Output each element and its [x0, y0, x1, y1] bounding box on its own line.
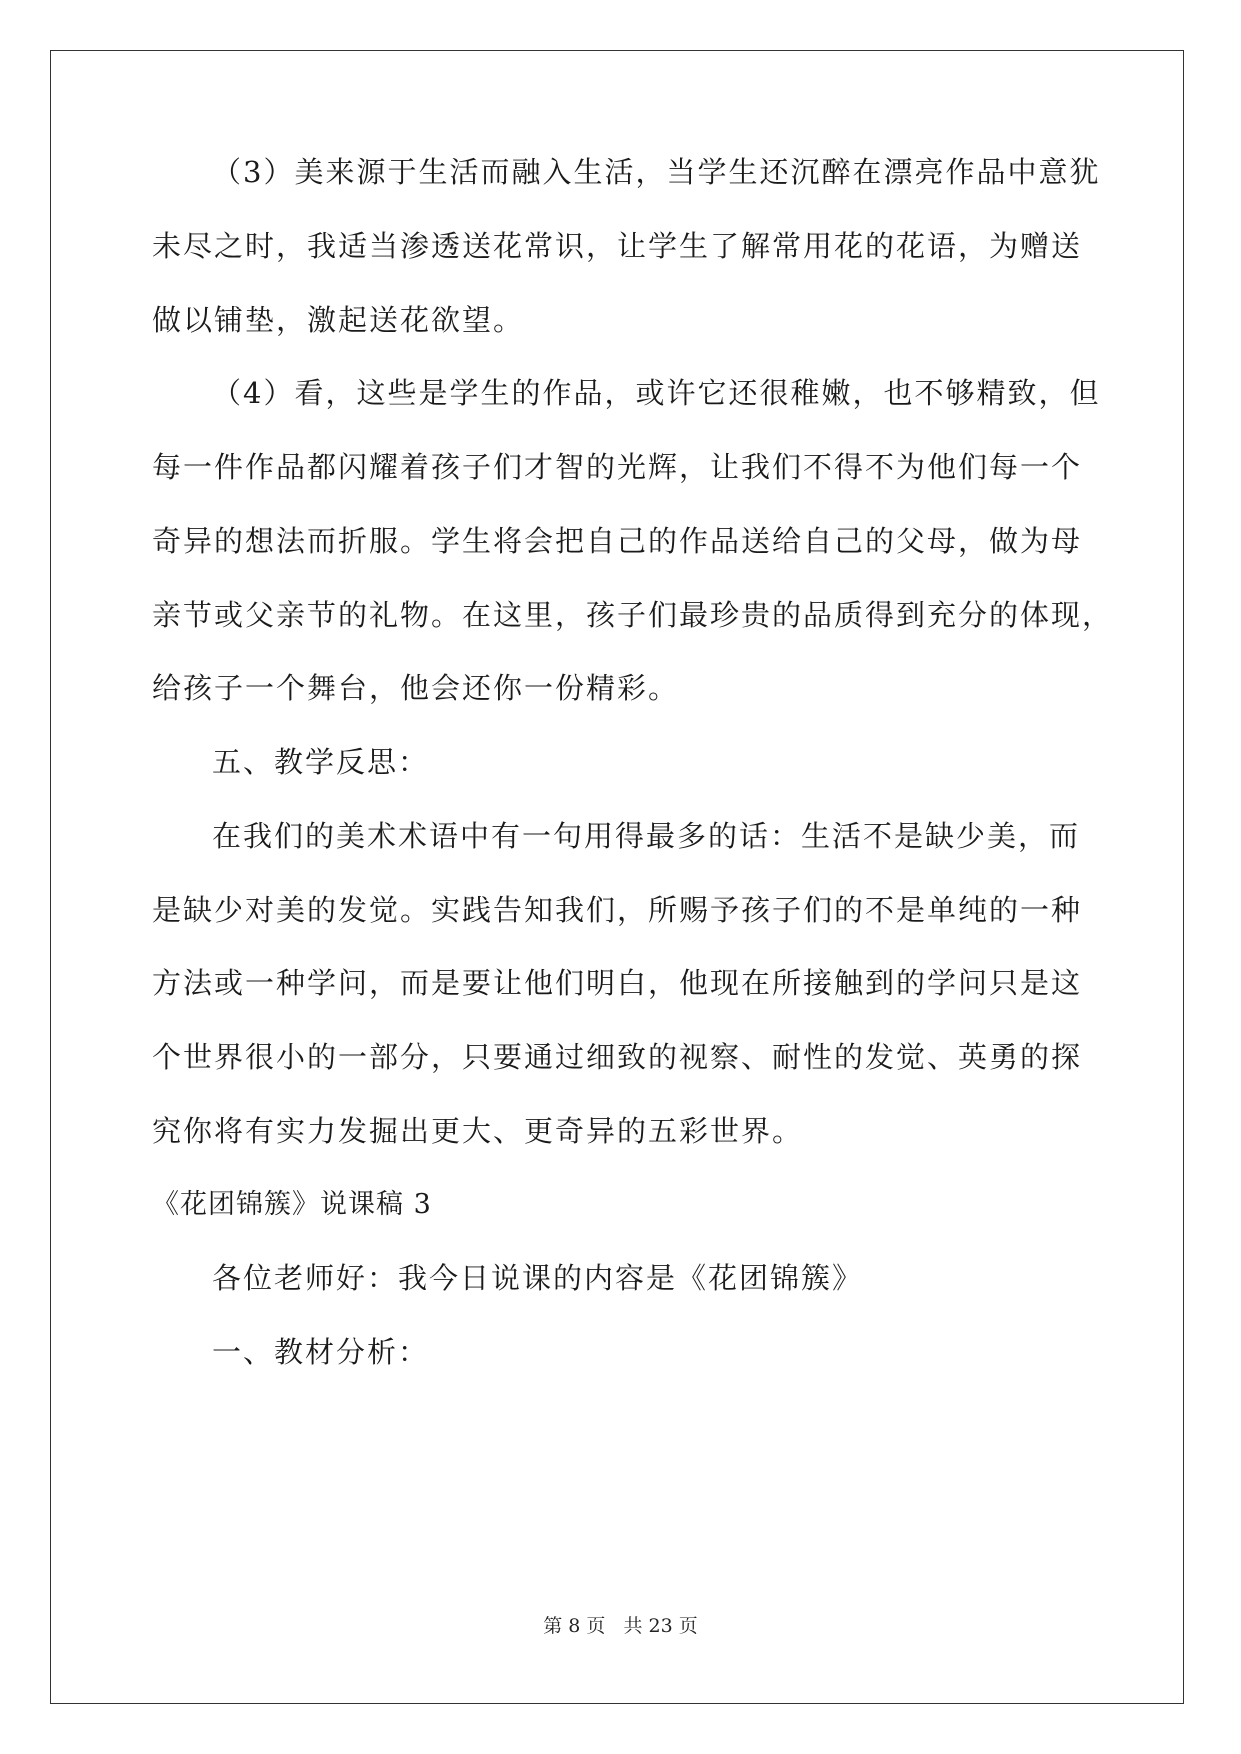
- paragraph-line: 做以铺垫，激起送花欲望。: [152, 303, 525, 337]
- paragraph-line: 在我们的美术术语中有一句用得最多的话：生活不是缺少美，而: [212, 819, 1081, 853]
- paragraph-line: 每一件作品都闪耀着孩子们才智的光辉，让我们不得不为他们每一个: [152, 450, 1083, 484]
- paragraph-line: 未尽之时，我适当渗透送花常识，让学生了解常用花的花语，为赠送: [152, 229, 1083, 263]
- page-border: [50, 50, 1184, 1704]
- section-heading: 五、教学反思：: [212, 745, 430, 779]
- paragraph-line: （4）看，这些是学生的作品，或许它还很稚嫩，也不够精致，但: [212, 376, 1101, 410]
- paragraph-line: 个世界很小的一部分，只要通过细致的视察、耐性的发觉、英勇的探: [152, 1040, 1083, 1074]
- paragraph-line: 亲节或父亲节的礼物。在这里，孩子们最珍贵的品质得到充分的体现，: [152, 598, 1114, 632]
- paragraph-line: 奇异的想法而折服。学生将会把自己的作品送给自己的父母，做为母: [152, 524, 1083, 558]
- page-number: 第 8 页: [543, 1615, 606, 1637]
- paragraph-line: 各位老师好：我今日说课的内容是《花团锦簇》: [212, 1261, 864, 1295]
- document-title: 《花团锦簇》说课稿 3: [152, 1189, 432, 1220]
- section-heading: 一、教材分析：: [212, 1335, 430, 1369]
- total-pages: 共 23 页: [623, 1615, 698, 1637]
- page-footer: [0, 1614, 1241, 1638]
- paragraph-line: 给孩子一个舞台，他会还你一份精彩。: [152, 671, 680, 705]
- paragraph-line: 方法或一种学问，而是要让他们明白，他现在所接触到的学问只是这: [152, 966, 1083, 1000]
- paragraph-line: 究你将有实力发掘出更大、更奇异的五彩世界。: [152, 1114, 804, 1148]
- paragraph-line: 是缺少对美的发觉。实践告知我们，所赐予孩子们的不是单纯的一种: [152, 893, 1083, 927]
- paragraph-line: （3）美来源于生活而融入生活，当学生还沉醉在漂亮作品中意犹: [212, 155, 1101, 189]
